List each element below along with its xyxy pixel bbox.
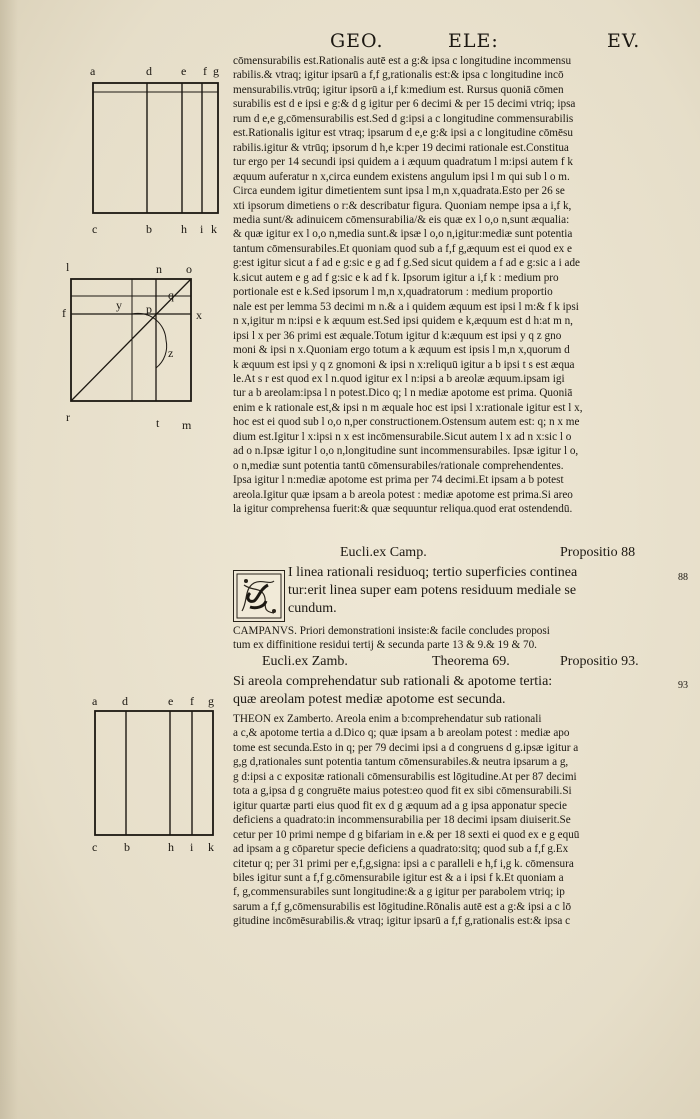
fig3-label-c: c — [92, 840, 98, 854]
fig2-label-q: q — [168, 288, 174, 302]
text-line: media sunt/& adinuicem cōmensurabilia/& eis quæ ex l o,o n,sunt æqualia: — [233, 213, 570, 226]
fig3-label-b: b — [124, 840, 130, 854]
fig3-label-f: f — [190, 694, 194, 708]
text-line: mensurabilis.vtrūq; igitur ipsorū a i,f k:medium est. Rursus quoniā cōmen — [233, 83, 564, 96]
decorated-initial — [233, 570, 285, 622]
text-line: n x,igitur m n:ipsi e k æquum est.Sed ipsi quidem e k,æquum est d h:at m n, — [233, 315, 573, 328]
figure-3-drawing — [94, 710, 218, 838]
text-line: gitudine incōmēsurabilis.& vtraq; igitur ipsarū a f,f g,rationalis est:& ipsa c — [233, 915, 571, 928]
text-line: rabilis.& vtraq; igitur ipsarū a f,f g,rationalis est:& ipsa c longitudine incō — [233, 69, 564, 82]
gutter-shadow — [0, 0, 18, 1119]
text-line: est.Rationalis igitur est vtraq; ipsarum d e,e g:& ipsi a c longitudine cōmēsu — [233, 127, 573, 140]
text-line: biles igitur sunt a f,f g.cōmensurabile igitur est & a i ipsi f k.Et quoniam a — [233, 871, 564, 884]
text-line: Circa eundem igitur dimetientem sunt ipsa l m,n x,quadrata.Esto per 26 se — [233, 185, 565, 198]
fig3-label-i: i — [190, 840, 194, 854]
text-line: Ipsa igitur l n:mediæ apotome est prima per 74 decimi.Et ipsam a b potest — [233, 474, 564, 487]
text-line: cōmensurabilis est.Rationalis autē est a g:& ipsa c longitudine incommensu — [233, 55, 572, 67]
text-line: tur ergo per 14 secundi ipsi quidem a i æquum quadratum l m:ipsi autem f k — [233, 156, 574, 169]
fig1-label-i: i — [200, 222, 204, 236]
campanus-proposition-line: tur:erit linea super eam potens residuum mediale se — [288, 583, 577, 598]
fig3-label-d: d — [122, 694, 128, 708]
text-line: cetur per 10 primi nempe d g bifariam in e.& per 18 sexti ei quod ex e g equū — [233, 828, 580, 841]
text-line: dium est.Igitur l x:ipsi n x est incōmensurabile.Sicut autem l x ad n x:sic l o — [233, 430, 572, 443]
margin-number-93: 93 — [678, 680, 688, 691]
text-line: ad o n.Ipsæ igitur l o,o n,longitudine sunt incommensurabiles. Ipsæ igitur l o, — [233, 445, 579, 458]
fig2-label-n: n — [156, 262, 162, 276]
fig1-label-d: d — [146, 64, 152, 78]
text-line: igitur quartæ parti eius quod fit ex d g æquum ad a g ipsa apponatur specie — [233, 799, 567, 812]
main-text-block-2 — [233, 712, 685, 929]
fig1-label-k: k — [211, 222, 217, 236]
text-line: deficiens a quadrato:in incommensurabilia per 18 decimi ipsam diuiserit.Se — [233, 814, 571, 827]
text-line: & quæ igitur ex l o,o n,media sunt.& ipsæ l o,o n,igitur:mediæ sunt potentia — [233, 228, 573, 241]
text-line: la igitur comprehensa fuerit:& quæ sequuntur reliqua.quod erat ostendendū. — [233, 503, 573, 516]
zamberto-source-heading: Eucli.ex Zamb. — [262, 654, 348, 669]
fig1-label-h: h — [181, 222, 187, 236]
text-line: k æquum est ipsi y q z gnomoni & ipsi n x:reliquū igitur a b ipsi t s est æqua — [233, 358, 575, 371]
text-line: moni & ipsi n x.Quoniam ergo totum a k æquum est ipsis l m,n x,quorum d — [233, 344, 570, 357]
text-line: nale est per lemma 53 decimi m n.& a i quidem æquum est ipsi l m:& f k ipsi — [233, 300, 579, 313]
campanus-proposition-line: cundum. — [288, 601, 337, 616]
running-header — [330, 30, 685, 56]
text-line: rabilis.igitur & vtrūq; ipsorum d h,e k:per 19 decimi rationale est.Constitua — [233, 141, 569, 154]
fig2-label-y: y — [116, 298, 122, 312]
campanus-comment-line: tum ex diffinitione residui tertij & secunda parte 13 & 9.& 19 & 70. — [233, 639, 537, 651]
text-line: g:est igitur sicut a f ad e g:sic e g ad f g.Sed sicut quidem a f ad e g:sic a i ade — [233, 257, 581, 270]
main-text-block-1 — [233, 54, 685, 517]
fig2-label-p: p — [146, 302, 152, 316]
text-line: citetur q; per 31 primi per e,f,g,signa: ipsi a c paralleli e h,f i,g k. cōmensura — [233, 857, 574, 870]
fig2-label-r: r — [66, 410, 70, 424]
text-line: sarum a f,f g,cōmensurabilis est lōgitudine.Rōnalis autē est a g:& ipsi a c lō — [233, 900, 572, 913]
fig1-label-g: g — [213, 64, 219, 78]
zamberto-proposition-line: Si areola comprehendatur sub rationali & apotome tertia: — [233, 674, 553, 689]
theorem-heading: Theorema 69. — [432, 654, 510, 669]
zamberto-proposition-line: quæ areolam potest mediæ apotome est secunda. — [233, 692, 506, 707]
text-line: portionale est e k.Sed ipsorum l m,n x,quadratorum : medium proportio — [233, 286, 553, 299]
text-line: a c,& apotome tertia a d.Dico q; quæ ipsam a b areolam potest : mediæ apo — [233, 727, 570, 740]
fig3-label-g: g — [208, 694, 214, 708]
text-line: k.sicut autem e g ad f g:sic e k ad f k. Ipsorum igitur a i,f k : medium pro — [233, 271, 559, 284]
campanus-source-heading: Eucli.ex Camp. — [340, 545, 427, 560]
text-line: ipsi l x per 36 primi est æquale.Totum igitur d k:æquum est ipsi y q z gno — [233, 329, 562, 342]
fig2-label-x: x — [196, 308, 202, 322]
fig1-label-e: e — [181, 64, 187, 78]
text-line: tantum cōmensurabiles.Et quoniam quod sub a f,f g,æquum est ei quod ex e — [233, 242, 572, 255]
header-middle: ELE: — [448, 30, 499, 52]
fig3-label-k: k — [208, 840, 214, 854]
text-line: tur a b areolam:ipsa l n potest.Dico q; l n mediæ apotome est prima. Quoniā — [233, 387, 573, 400]
text-line: rum d e,e g,cōmensurabilis est.Sed d g:ipsi a c longitudine commensurabilis — [233, 112, 574, 125]
text-line: enim e k rationale est,& ipsi n m æquale hoc est ipsi l x:rationale igitur est l x, — [233, 401, 583, 414]
text-line: surabilis est d e ipsi e g:& d g igitur per 6 decimi & per 15 decimi vtriq; ipsa — [233, 98, 576, 111]
campanus-proposition-line: I linea rationali residuoq; tertio superficies continea — [288, 565, 578, 580]
text-line: æquum auferatur n x,circa eundem existens angulum ipsi l m qui sub l o m. — [233, 170, 570, 183]
campanus-comment-line: CAMPANVS. Priori demonstrationi insiste:& facile concludes proposi — [233, 625, 550, 637]
text-line: tota a g,ipsa d g congruēte maius potest:eo quod fit ex sibi cōmensurabili.Si — [233, 785, 572, 798]
fig3-label-h: h — [168, 840, 174, 854]
header-right: EV. — [607, 30, 641, 52]
text-line: areola.Igitur quæ ipsam a b areola potest : mediæ apotome est prima.Si areo — [233, 488, 573, 501]
fig3-label-a: a — [92, 694, 98, 708]
text-line: THEON ex Zamberto. Areola enim a b:comprehendatur sub rationali — [233, 713, 542, 725]
text-line: xti ipsorum dimetiens o r:& describatur figura. Quoniam nempe ipsa a i,f k, — [233, 199, 572, 212]
text-line: g,g d,rationales sunt potentia tantum cōmensurabiles.& neutra ipsarum a g, — [233, 756, 569, 769]
text-line: hoc est ei quod sub l o,o n,per constructionem.Ostensum autem est: q; n x me — [233, 416, 580, 429]
text-line: tome est secunda.Esto in q; per 79 decimi ipsi a d congruens d g.ipsæ igitur a — [233, 741, 579, 754]
fig3-label-e: e — [168, 694, 174, 708]
campanus-proposition-heading: Propositio 88 — [560, 545, 636, 560]
fig2-label-l: l — [66, 260, 70, 274]
text-line: o n,mediæ sunt potentia tantū cōmensurabiles/rationale comprehendentes. — [233, 459, 564, 472]
margin-number-88: 88 — [678, 572, 688, 583]
figure-2-drawing — [70, 278, 196, 406]
text-line: ad ipsam a g cōparetur specie deficiens a quadrato:sitq; quod sub a f,f g.Ex — [233, 843, 569, 856]
fig2-label-f: f — [62, 306, 66, 320]
fig2-label-m: m — [182, 418, 192, 432]
text-line: le.At s r est quod ex l n.quod igitur ex l n:ipsi a b areolæ æquum.ipsam igi — [233, 372, 565, 385]
figure-1-drawing — [92, 82, 222, 218]
fig1-label-c: c — [92, 222, 98, 236]
fig1-label-f: f — [203, 64, 207, 78]
header-left: GEO. — [330, 30, 384, 52]
zamberto-proposition-heading: Propositio 93. — [560, 654, 639, 669]
text-line: f, g,commensurabiles sunt longitudine:& a g igitur per parabolem vtriq; ip — [233, 886, 565, 899]
fig2-label-z: z — [168, 346, 174, 360]
text-line: g d:ipsi a c expositæ rationali cōmensurabilis est lōgitudine.At per 87 decimi — [233, 770, 577, 783]
fig2-label-t: t — [156, 416, 160, 430]
fig1-label-b: b — [146, 222, 152, 236]
fig1-label-a: a — [90, 64, 96, 78]
initial-ornament-icon — [234, 571, 284, 621]
fig2-label-o: o — [186, 262, 192, 276]
